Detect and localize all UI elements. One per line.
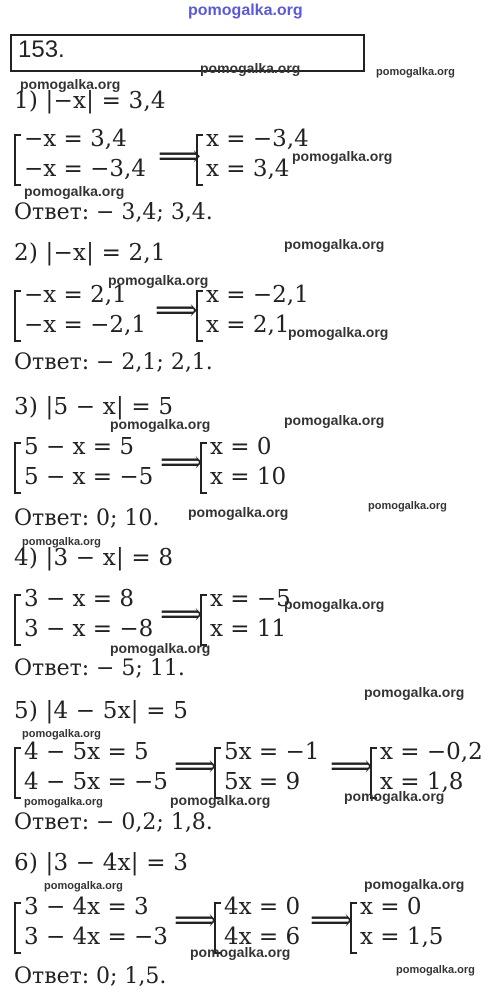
implies-arrow: ⟹: [330, 749, 374, 784]
watermark: pomogalka.org: [24, 796, 103, 808]
system-3a-row-2: 5 − x = −5: [24, 464, 154, 490]
system-4a-row-2: 3 − x = −8: [24, 616, 154, 642]
system-3a-row-1: 5 − x = 5: [24, 434, 135, 460]
watermark: pomogalka.org: [108, 272, 209, 288]
implies-arrow: ⟹: [155, 293, 199, 328]
equation-6: 6) |3 − 4x| = 3: [14, 850, 189, 876]
implies-arrow: ⟹: [158, 139, 202, 174]
equation-1: 1) |−x| = 3,4: [14, 88, 166, 114]
system-1a-row-2: −x = −3,4: [24, 156, 146, 182]
equation-3: 3) |5 − x| = 5: [14, 394, 174, 420]
watermark: pomogalka.org: [368, 500, 447, 512]
system-2b-row-2: x = 2,1: [206, 312, 290, 338]
equation-5: 5) |4 − 5x| = 5: [14, 698, 189, 724]
answer-label-4: Ответ:: [14, 656, 90, 681]
implies-arrow: ⟹: [174, 749, 218, 784]
watermark: pomogalka.org: [288, 324, 389, 340]
answer-2: − 2,1; 2,1.: [96, 350, 213, 375]
answer-1: − 3,4; 3,4.: [96, 200, 213, 225]
system-2b-row-1: x = −2,1: [206, 282, 309, 308]
watermark: pomogalka.org: [22, 728, 101, 740]
system-6c-row-2: x = 1,5: [360, 924, 444, 950]
system-5b-row-1: 5x = −1: [224, 739, 320, 765]
watermark: pomogalka.org: [396, 964, 475, 976]
system-2a-row-2: −x = −2,1: [24, 312, 146, 338]
system-4b-row-2: x = 11: [210, 616, 287, 642]
system-1b-row-2: x = 3,4: [206, 156, 290, 182]
problem-number: 153.: [18, 36, 65, 63]
answer-label-2: Ответ:: [14, 350, 90, 375]
watermark: pomogalka.org: [24, 183, 125, 199]
system-1a-row-1: −x = 3,4: [24, 126, 127, 152]
watermark: pomogalka.org: [22, 536, 101, 548]
watermark: pomogalka.org: [364, 684, 465, 700]
system-3b-row-2: x = 10: [210, 464, 287, 490]
watermark: pomogalka.org: [190, 944, 291, 960]
watermark: pomogalka.org: [110, 416, 211, 432]
implies-arrow: ⟹: [174, 903, 218, 938]
watermark: pomogalka.org: [44, 880, 123, 892]
watermark: pomogalka.org: [170, 792, 271, 808]
implies-arrow: ⟹: [160, 597, 204, 632]
system-6c-row-1: x = 0: [360, 894, 422, 920]
answer-label-3: Ответ:: [14, 506, 90, 531]
watermark: pomogalka.org: [110, 640, 211, 656]
watermark: pomogalka.org: [364, 876, 465, 892]
system-4b-row-1: x = −5: [210, 586, 291, 612]
system-5a-row-1: 4 − 5x = 5: [24, 739, 149, 765]
system-4a-row-1: 3 − x = 8: [24, 586, 135, 612]
system-5c-row-1: x = −0,2: [380, 739, 483, 765]
implies-arrow: ⟹: [310, 903, 354, 938]
watermark: pomogalka.org: [284, 236, 385, 252]
watermark: pomogalka.org: [284, 412, 385, 428]
system-5b-row-2: 5x = 9: [224, 769, 301, 795]
watermark: pomogalka.org: [200, 60, 301, 76]
watermark: pomogalka.org: [284, 596, 385, 612]
watermark: pomogalka.org: [20, 76, 121, 92]
implies-arrow: ⟹: [160, 445, 204, 480]
system-2a-row-1: −x = 2,1: [24, 282, 127, 308]
answer-6: 0; 1,5.: [96, 964, 167, 989]
watermark: pomogalka.org: [188, 504, 289, 520]
system-1b-row-1: x = −3,4: [206, 126, 309, 152]
answer-4: − 5; 11.: [96, 656, 185, 681]
watermark: pomogalka.org: [376, 66, 455, 78]
watermark: pomogalka.org: [344, 788, 445, 804]
answer-label-5: Ответ:: [14, 810, 90, 835]
system-5c-row-2: x = 1,8: [380, 769, 464, 795]
system-6b-row-2: 4x = 6: [224, 924, 301, 950]
answer-5: − 0,2; 1,8.: [96, 810, 213, 835]
equation-2: 2) |−x| = 2,1: [14, 240, 166, 266]
site-watermark-top: pomogalka.org: [188, 2, 303, 19]
answer-3: 0; 10.: [96, 506, 160, 531]
system-5a-row-2: 4 − 5x = −5: [24, 769, 168, 795]
system-6a-row-1: 3 − 4x = 3: [24, 894, 149, 920]
system-6b-row-1: 4x = 0: [224, 894, 301, 920]
answer-label-6: Ответ:: [14, 964, 90, 989]
system-3b-row-1: x = 0: [210, 434, 272, 460]
equation-4: 4) |3 − x| = 8: [14, 545, 174, 571]
answer-label-1: Ответ:: [14, 200, 90, 225]
system-6a-row-2: 3 − 4x = −3: [24, 924, 168, 950]
watermark: pomogalka.org: [292, 148, 393, 164]
